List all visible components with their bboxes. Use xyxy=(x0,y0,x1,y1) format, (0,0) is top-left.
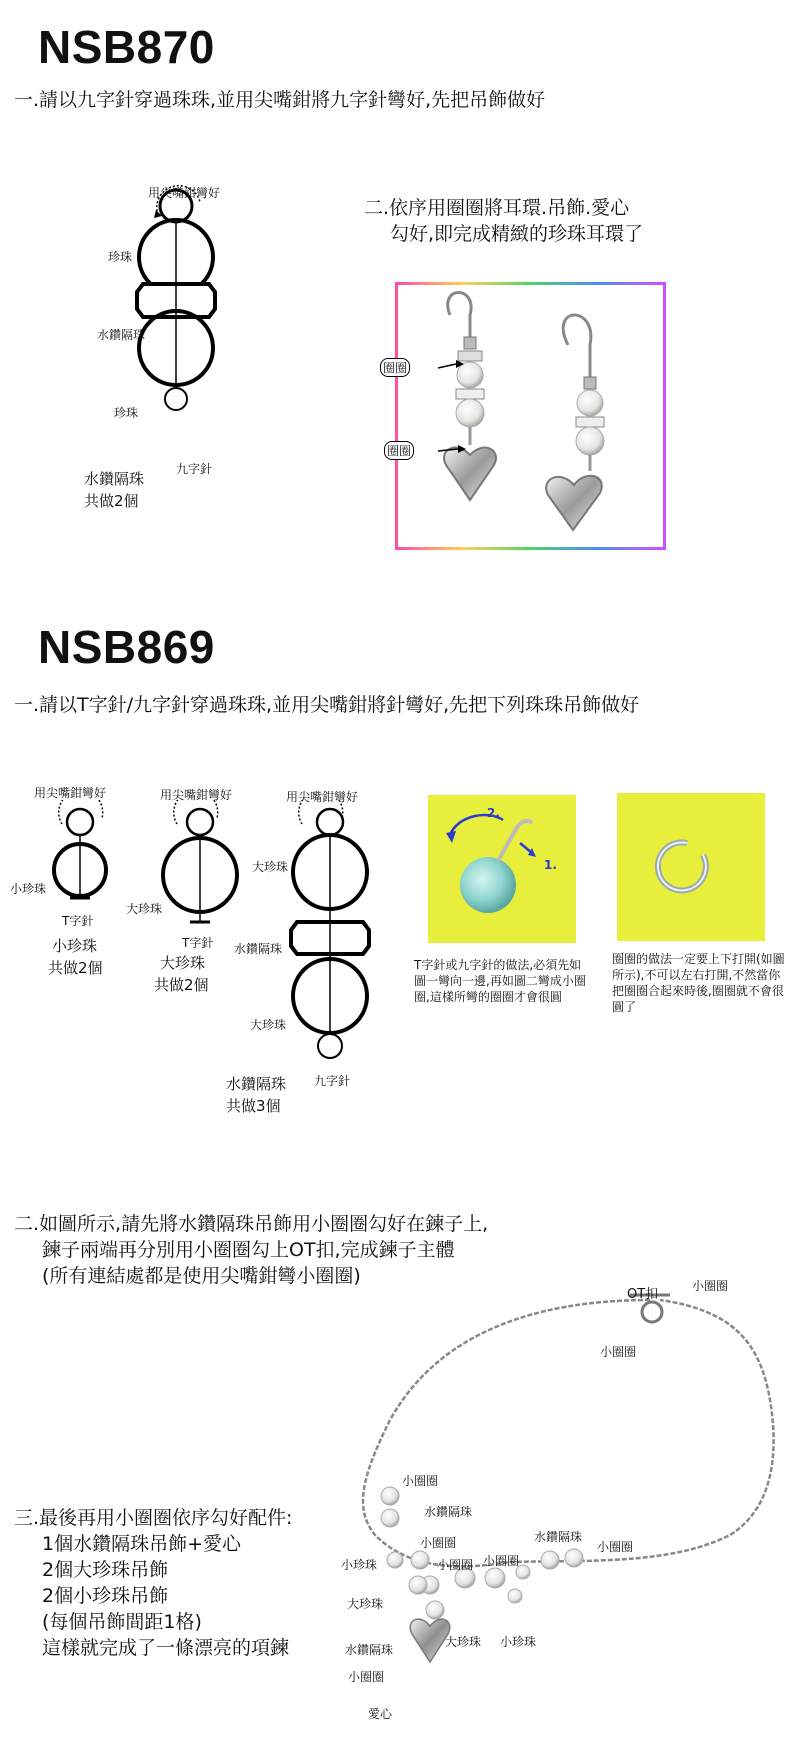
nl-ring-h: 小圈圈 xyxy=(348,1670,385,1684)
large-caption-2: 共做2個 xyxy=(154,976,209,994)
tpin-arrow-1: 1. xyxy=(544,858,557,872)
caption-line1: 水鑽隔珠 xyxy=(84,470,145,488)
tpin-caption: T字針或九字針的做法,必須先如圖一彎向一邊,再如圖二彎成小圈圈,這樣所彎的圈圈才會很圓 xyxy=(414,958,586,1004)
nl-spacer-a: 水鑽隔珠 xyxy=(424,1505,473,1519)
large-caption-1: 大珍珠 xyxy=(160,954,206,972)
spacer-label: 水鑽隔珠 xyxy=(234,942,283,956)
nsb869-step1: 一.請以T字針/九字針穿過珠珠,並用尖嘴鉗將針彎好,先把下列珠珠吊飾做好 xyxy=(14,694,640,716)
nl-ring-f: 小圈圈 xyxy=(483,1554,520,1568)
loop-circle xyxy=(317,809,343,835)
nl-ring-a: 小圈圈 xyxy=(692,1279,729,1293)
nsb870-step1: 一.請以九字針穿過珠珠,並用尖嘴鉗將九字針彎好,先把吊飾做好 xyxy=(14,89,546,111)
necklace-photo xyxy=(330,1270,800,1745)
label-bend: 用尖嘴鉗彎好 xyxy=(148,186,221,200)
large-bend-label: 用尖嘴鉗彎好 xyxy=(160,788,233,802)
tpin-arrow-2: 2. xyxy=(487,806,500,820)
pin-loop xyxy=(318,1034,342,1058)
ring-caption: 圈圈的做法一定要上下打開(如圖所示),不可以左右打開,不然當你把圈圈合起來時後,圈圈就不會很圓了 xyxy=(612,952,785,1014)
nsb869-step3-line2: 1個水鑽隔珠吊飾+愛心 xyxy=(42,1533,242,1555)
nsb869-step2-line3: (所有連結處都是使用尖嘴鉗彎小圈圈) xyxy=(42,1265,361,1287)
nsb870-step2-line1: 二.依序用圈圈將耳環.吊飾.愛心 xyxy=(364,197,630,219)
small-bead-label: 小珍珠 xyxy=(10,882,47,896)
ot-ring xyxy=(642,1302,662,1322)
nsb869-step3-line5: (每個吊飾間距1格) xyxy=(42,1611,202,1633)
chain xyxy=(363,1300,774,1566)
nl-ring-d: 小圈圈 xyxy=(420,1536,457,1550)
spacer-pin-label: 九字針 xyxy=(314,1074,351,1088)
large-pearl-diagram xyxy=(155,800,255,940)
nl-small-pearl-b: 小珍珠 xyxy=(500,1635,537,1649)
spacer-pearl-top-label: 大珍珠 xyxy=(252,860,289,874)
small-caption-2: 共做2個 xyxy=(48,959,103,977)
nsb869-title: NSB869 xyxy=(38,621,215,673)
loop-circle xyxy=(187,809,213,835)
nl-large-pearl-a: 大珍珠 xyxy=(347,1597,384,1611)
nl-ring-b: 小圈圈 xyxy=(600,1345,637,1359)
nsb869-step3-line3: 2個大珍珠吊飾 xyxy=(42,1559,169,1581)
nl-spacer-c: 水鑽隔珠 xyxy=(345,1643,394,1657)
nsb870-title: NSB870 xyxy=(38,21,215,73)
nsb869-step3-line4: 2個小珍珠吊飾 xyxy=(42,1585,169,1607)
ring-illustration xyxy=(617,793,765,941)
spacer-caption-2: 共做3個 xyxy=(226,1097,281,1115)
label-pin: 九字針 xyxy=(176,462,213,476)
nl-ring-g: 小圈圈 xyxy=(597,1540,634,1554)
nsb869-step3-line6: 這樣就完成了一條漂亮的項鍊 xyxy=(42,1637,290,1659)
small-pearl-diagram xyxy=(40,800,130,930)
pin-loop xyxy=(165,388,187,410)
large-bead-label: 大珍珠 xyxy=(126,902,163,916)
earrings-illustration xyxy=(398,285,663,547)
photo-ring-label-1: 圈圈 xyxy=(380,358,410,377)
small-pin-label: T字針 xyxy=(62,914,94,928)
nl-large-pearl-b: 大珍珠 xyxy=(445,1635,482,1649)
nsb869-step2-line1: 二.如圖所示,請先將水鑽隔珠吊飾用小圈圈勾好在鍊子上, xyxy=(14,1213,489,1235)
spacer-bend-label: 用尖嘴鉗彎好 xyxy=(286,790,359,804)
caption-line2: 共做2個 xyxy=(84,492,139,510)
nl-ring-e: 小圈圈 xyxy=(437,1558,474,1572)
nl-heart: 愛心 xyxy=(368,1707,393,1721)
nl-ring-c: 小圈圈 xyxy=(402,1474,439,1488)
photo-ring-label-2: 圈圈 xyxy=(384,441,414,460)
ring-photo xyxy=(617,793,765,941)
label-pearl-top: 珍珠 xyxy=(108,250,133,264)
earrings-photo xyxy=(395,282,666,550)
small-bend-label: 用尖嘴鉗彎好 xyxy=(34,786,107,800)
spacer-charm-diagram xyxy=(280,800,380,1070)
nsb869-step2-line2: 鍊子兩端再分別用小圈圈勾上OT扣,完成鍊子主體 xyxy=(42,1239,455,1261)
loop-circle xyxy=(67,809,93,835)
nsb870-step2-line2: 勾好,即完成精緻的珍珠耳環了 xyxy=(390,223,644,245)
spacer-caption-1: 水鑽隔珠 xyxy=(226,1075,287,1093)
nsb869-step3-line1: 三.最後再用小圈圈依序勾好配件: xyxy=(14,1507,293,1529)
nl-ot-clasp: OT扣 xyxy=(627,1287,659,1302)
label-pearl-bottom: 珍珠 xyxy=(114,406,139,420)
large-pin-label: T字針 xyxy=(182,936,214,950)
nl-spacer-b: 水鑽隔珠 xyxy=(534,1530,583,1544)
nl-small-pearl-a: 小珍珠 xyxy=(341,1558,378,1572)
label-spacer: 水鑽隔珠 xyxy=(97,328,146,342)
small-caption-1: 小珍珠 xyxy=(52,937,98,955)
spacer-pearl-bottom-label: 大珍珠 xyxy=(250,1018,287,1032)
